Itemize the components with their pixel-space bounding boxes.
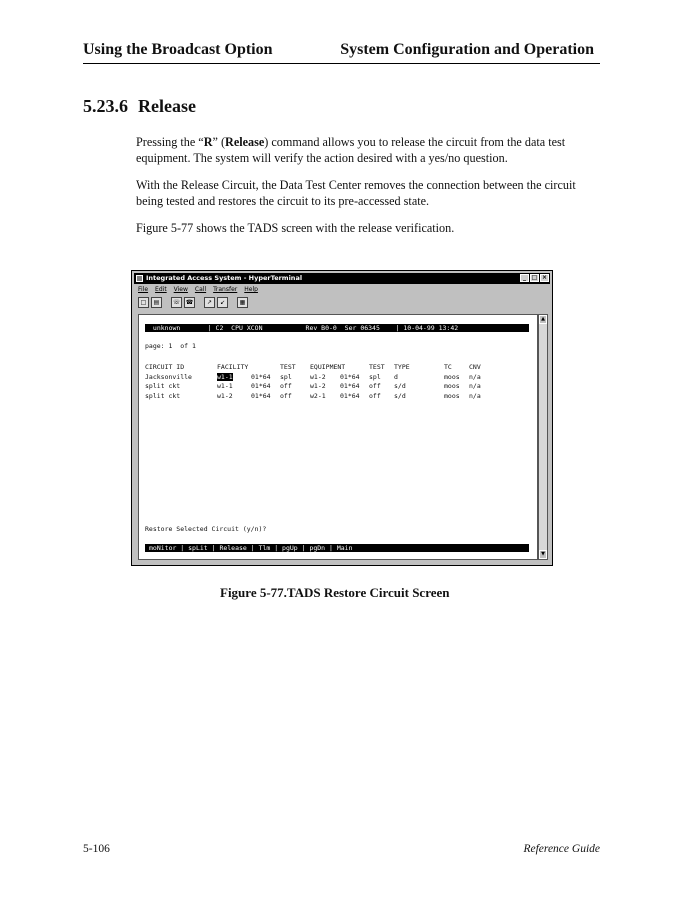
table-cell: w1-2 xyxy=(310,382,326,390)
table-cell: moos xyxy=(444,382,460,390)
restore-prompt: Restore Selected Circuit (y/n)? xyxy=(145,525,267,533)
table-cell: 01*64 xyxy=(251,372,271,381)
table-cell: s/d xyxy=(394,391,406,400)
column-header: CIRCUIT ID xyxy=(145,363,185,371)
header-section-title: System Configuration and Operation xyxy=(340,41,594,58)
table-cell: w1-2 xyxy=(217,391,233,400)
new-file-icon[interactable]: □ xyxy=(138,297,149,308)
receive-icon[interactable]: ↙ xyxy=(217,297,228,308)
send-icon[interactable]: ↗ xyxy=(204,297,215,308)
scroll-up-icon[interactable]: ▲ xyxy=(539,315,547,324)
window-controls xyxy=(520,274,549,282)
text-run: ) command allows you to release the circuit from the data test equipment. The system will verify the action desired with a yes/no question. xyxy=(136,135,566,165)
table-cell: w1-2 xyxy=(310,372,326,381)
terminal-status-bar: unknown | C2 CPU XCON Rev B0-0 Ser 06345 | 10-04-99 13:42 xyxy=(145,324,529,332)
open-folder-icon[interactable]: ▤ xyxy=(151,297,162,308)
table-cell: w1-1 xyxy=(217,382,233,390)
column-header: TEST xyxy=(280,363,296,371)
menu-file[interactable]: File xyxy=(138,286,149,293)
menu-call[interactable]: Call xyxy=(194,286,207,293)
table-cell: n/a xyxy=(469,391,481,400)
command-name: Release xyxy=(225,135,265,149)
table-cell: 01*64 xyxy=(251,382,271,390)
section-number: 5.23.6 xyxy=(83,96,128,116)
window-title: Integrated Access System - HyperTerminal xyxy=(146,274,303,282)
table-cell: moos xyxy=(444,372,460,381)
menu-view[interactable]: View xyxy=(173,286,188,293)
key-letter: R xyxy=(203,135,213,149)
table-cell: spl xyxy=(369,372,381,381)
column-header: FACILITY xyxy=(217,363,249,371)
table-cell: off xyxy=(369,382,381,390)
table-cell: n/a xyxy=(469,372,481,381)
app-icon xyxy=(136,275,143,282)
column-header: EQUIPMENT xyxy=(310,363,346,371)
properties-icon[interactable]: ▦ xyxy=(237,297,248,308)
table-cell: spl xyxy=(280,372,292,381)
figure-caption: Figure 5-77.TADS Restore Circuit Screen xyxy=(220,585,450,600)
connect-icon[interactable]: ☏ xyxy=(172,299,181,306)
terminal-screen[interactable] xyxy=(138,314,538,560)
footer-document-title: Reference Guide xyxy=(523,843,600,855)
minimize-icon[interactable]: _ xyxy=(520,274,529,282)
table-cell: Jacksonville xyxy=(145,372,192,381)
table-cell: 01*64 xyxy=(340,391,360,400)
text-run: Pressing the “ xyxy=(136,135,204,149)
text-run: ” ( xyxy=(212,135,226,149)
table-cell: 01*64 xyxy=(340,382,360,390)
paragraph-release-command xyxy=(136,134,596,166)
header-chapter-title: Using the Broadcast Option xyxy=(83,41,273,58)
menu-transfer[interactable]: Transfer xyxy=(213,286,238,293)
table-cell: s/d xyxy=(394,382,406,390)
maximize-icon[interactable]: □ xyxy=(531,274,538,281)
section-heading xyxy=(83,96,196,117)
window-titlebar[interactable] xyxy=(134,273,550,284)
scroll-down-icon[interactable]: ▼ xyxy=(539,550,547,559)
disconnect-icon[interactable]: ☎ xyxy=(185,299,194,306)
page-number: 5-106 xyxy=(83,843,110,855)
menu-edit[interactable]: Edit xyxy=(155,286,167,293)
table-cell: off xyxy=(280,382,292,390)
running-header xyxy=(83,41,600,64)
table-cell: n/a xyxy=(469,382,481,390)
table-cell: split ckt xyxy=(145,391,181,400)
column-header: CNV xyxy=(469,363,481,371)
column-header: TEST xyxy=(369,363,385,371)
menu-help[interactable]: Help xyxy=(244,286,258,293)
table-cell: off xyxy=(280,391,292,400)
table-cell: split ckt xyxy=(145,382,181,390)
command-menu-bar[interactable]: moNitor | spLit | Release | Tlm | pgUp | pgDn | Main xyxy=(145,544,529,552)
paragraph-release-circuit: With the Release Circuit, the Data Test Center removes the connection between the circuit being tested and restores the circuit to its pre-accessed state. xyxy=(136,178,576,208)
toolbar xyxy=(138,297,248,308)
table-cell: w2-1 xyxy=(310,391,326,400)
vertical-scrollbar[interactable] xyxy=(538,314,548,560)
table-cell: d xyxy=(394,372,398,381)
paragraph-figure-reference: Figure 5-77 shows the TADS screen with the release verification. xyxy=(136,221,455,235)
table-cell: 01*64 xyxy=(251,391,271,400)
table-cell: 01*64 xyxy=(340,372,360,381)
column-header: TC xyxy=(444,363,452,371)
table-cell: moos xyxy=(444,391,460,400)
close-icon[interactable]: × xyxy=(541,274,548,281)
hyperterminal-window xyxy=(131,270,553,566)
menu-bar xyxy=(138,286,258,293)
selected-cell[interactable]: w1-1 xyxy=(217,372,233,381)
column-header: TYPE xyxy=(394,363,410,371)
section-title: Release xyxy=(138,96,196,116)
page-indicator: page: 1 of 1 xyxy=(145,342,196,350)
table-cell: off xyxy=(369,391,381,400)
